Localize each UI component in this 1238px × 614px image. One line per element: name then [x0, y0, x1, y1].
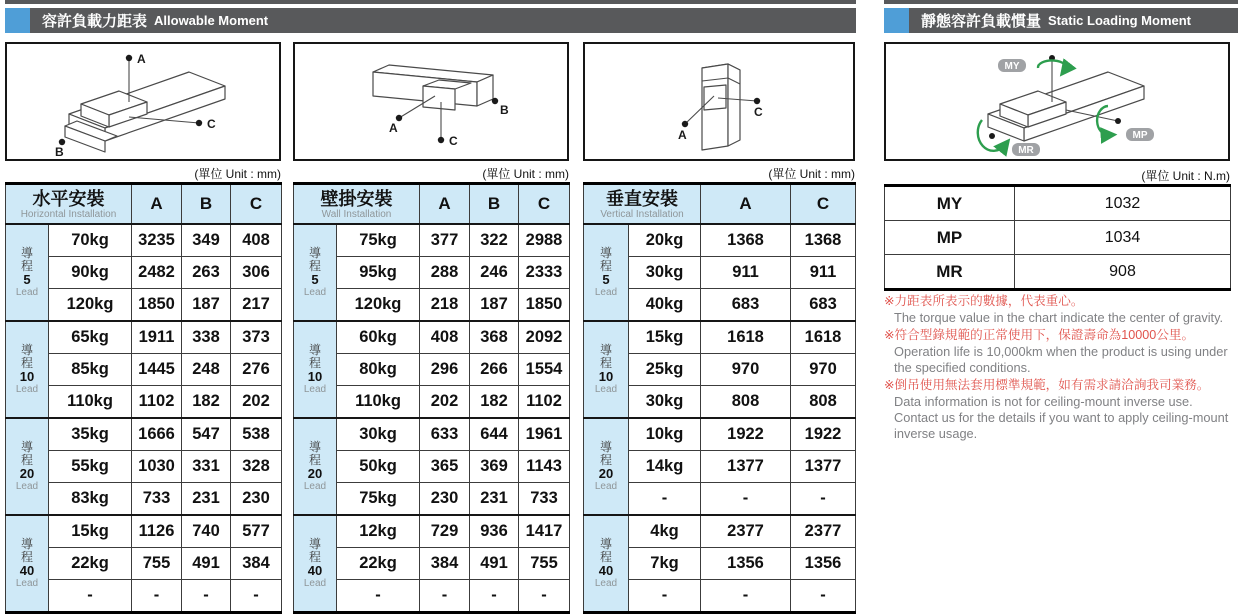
lead-zh-char: 導 — [308, 440, 321, 454]
lead-zh-char: 導 — [20, 440, 33, 454]
lead-en: Lead — [303, 384, 327, 395]
point-a-dot — [126, 55, 132, 61]
value-cell: - — [701, 580, 791, 613]
table-row — [294, 515, 570, 548]
moment-value: 908 — [1015, 255, 1231, 290]
table-row — [294, 321, 570, 354]
value-cell: 755 — [132, 548, 182, 580]
static-moment-drawing — [886, 44, 1228, 159]
table-row — [6, 224, 282, 257]
lead-en: Lead — [594, 384, 618, 395]
lead-number: 20 — [598, 466, 614, 481]
unit-label-mm-1: (單位 Unit : mm) — [194, 167, 281, 181]
value-cell: - — [182, 580, 231, 613]
value-cell: 217 — [231, 289, 282, 322]
lead-number: 40 — [307, 563, 323, 578]
lead-number: 5 — [23, 272, 31, 287]
value-cell: 373 — [231, 321, 282, 354]
mp-badge-label: MP — [1132, 130, 1148, 141]
mass-cell: - — [49, 580, 132, 613]
lead-number: 20 — [19, 466, 35, 481]
mass-cell: 75kg — [337, 483, 420, 516]
value-cell: 231 — [182, 483, 231, 516]
lead-cell — [6, 418, 49, 515]
value-cell: 1126 — [132, 515, 182, 548]
lead-en: Lead — [15, 384, 39, 395]
value-cell: 2988 — [519, 224, 570, 257]
table-row — [6, 515, 282, 548]
value-cell: 1922 — [701, 418, 791, 451]
table-vertical-installation — [583, 182, 855, 614]
value-cell: 288 — [420, 257, 470, 289]
table-static-loading-moment — [884, 184, 1230, 291]
lead-en: Lead — [594, 287, 618, 298]
value-cell: 1368 — [791, 224, 856, 257]
value-cell: 491 — [470, 548, 519, 580]
mass-cell: 95kg — [337, 257, 420, 289]
value-cell: 1030 — [132, 451, 182, 483]
column-header: B — [182, 184, 231, 225]
value-cell: 808 — [701, 386, 791, 419]
value-cell: 246 — [470, 257, 519, 289]
value-cell: 369 — [470, 451, 519, 483]
value-cell: 1143 — [519, 451, 570, 483]
moment-table — [293, 182, 570, 614]
value-cell: - — [519, 580, 570, 613]
value-cell: 230 — [420, 483, 470, 516]
lead-cell — [294, 515, 337, 613]
value-cell: 1850 — [519, 289, 570, 322]
value-cell: 1554 — [519, 354, 570, 386]
point-a-label: A — [678, 128, 687, 142]
table-title-zh: 垂直安裝 — [606, 188, 678, 209]
table-wall-installation — [293, 182, 569, 614]
value-cell: 633 — [420, 418, 470, 451]
mass-cell: 15kg — [629, 321, 701, 354]
point-b-label: B — [55, 145, 64, 159]
lead-number: 40 — [598, 563, 614, 578]
mass-cell: - — [337, 580, 420, 613]
lead-zh-char: 導 — [599, 440, 612, 454]
value-cell: - — [231, 580, 282, 613]
mass-cell: 22kg — [49, 548, 132, 580]
lead-zh-char: 程 — [308, 259, 321, 273]
lead-cell — [294, 418, 337, 515]
mass-cell: 75kg — [337, 224, 420, 257]
lead-zh-char: 程 — [599, 550, 612, 564]
value-cell: 2092 — [519, 321, 570, 354]
value-cell: 1618 — [701, 321, 791, 354]
value-cell: 230 — [231, 483, 282, 516]
mass-cell: 30kg — [629, 386, 701, 419]
mass-cell: 85kg — [49, 354, 132, 386]
value-cell: 231 — [470, 483, 519, 516]
moment-value: 1032 — [1015, 186, 1231, 221]
point-c-dot — [438, 137, 444, 143]
mass-cell: 35kg — [49, 418, 132, 451]
value-cell: 538 — [231, 418, 282, 451]
mass-cell: - — [629, 580, 701, 613]
lead-number: 10 — [19, 369, 35, 384]
value-cell: - — [470, 580, 519, 613]
mass-cell: - — [629, 483, 701, 516]
value-cell: 306 — [231, 257, 282, 289]
lead-number: 20 — [307, 466, 323, 481]
point-c-dot — [196, 120, 202, 126]
value-cell: 911 — [791, 257, 856, 289]
point-a-label: A — [389, 121, 398, 135]
mass-cell: 70kg — [49, 224, 132, 257]
lead-number: 5 — [311, 272, 319, 287]
mass-cell: 22kg — [337, 548, 420, 580]
mr-axis-dot — [989, 133, 995, 139]
point-a-dot — [682, 121, 688, 127]
table-title-en: Horizontal Installation — [20, 208, 117, 220]
mr-badge-label: MR — [1018, 145, 1034, 156]
value-cell: 218 — [420, 289, 470, 322]
section-title-en: Static Loading Moment — [1048, 13, 1192, 28]
notes-block — [884, 292, 1236, 442]
value-cell: - — [791, 580, 856, 613]
table-row — [584, 515, 856, 548]
section-header-allowable-moment — [5, 8, 856, 33]
section-header-bar — [30, 8, 856, 33]
mass-cell: 83kg — [49, 483, 132, 516]
unit-label-mm-2: (單位 Unit : mm) — [482, 167, 569, 181]
mass-cell: 4kg — [629, 515, 701, 548]
column-header: C — [519, 184, 570, 225]
diagram-static-loading-moment — [884, 42, 1230, 161]
value-cell: 644 — [470, 418, 519, 451]
value-cell: 331 — [182, 451, 231, 483]
value-cell: 1356 — [791, 548, 856, 580]
value-cell: 377 — [420, 224, 470, 257]
value-cell: 911 — [701, 257, 791, 289]
value-cell: 2377 — [701, 515, 791, 548]
mass-cell: 14kg — [629, 451, 701, 483]
value-cell: 729 — [420, 515, 470, 548]
table-row — [885, 221, 1231, 255]
point-b-label: B — [500, 103, 509, 117]
value-cell: 1445 — [132, 354, 182, 386]
lead-cell — [294, 321, 337, 418]
my-badge-label: MY — [1004, 61, 1020, 72]
value-cell: - — [791, 483, 856, 516]
lead-zh-char: 導 — [308, 537, 321, 551]
lead-en: Lead — [15, 578, 39, 589]
column-header: A — [132, 184, 182, 225]
lead-zh-char: 導 — [599, 537, 612, 551]
value-cell: 187 — [182, 289, 231, 322]
wall-installation-drawing — [295, 44, 567, 159]
value-cell: 263 — [182, 257, 231, 289]
moment-key: MP — [885, 221, 1015, 255]
lead-zh-char: 程 — [20, 356, 33, 370]
point-a-label: A — [137, 52, 146, 66]
lead-en: Lead — [594, 578, 618, 589]
top-rule-left — [5, 0, 856, 4]
lead-cell — [584, 224, 629, 321]
mass-cell: 40kg — [629, 289, 701, 322]
lead-zh-char: 程 — [599, 356, 612, 370]
lead-zh-char: 導 — [20, 343, 33, 357]
section-header-bar — [909, 8, 1238, 33]
mass-cell: 120kg — [49, 289, 132, 322]
point-c-label: C — [754, 105, 763, 119]
column-header: A — [420, 184, 470, 225]
top-rule-right — [884, 0, 1238, 4]
table-row — [294, 418, 570, 451]
value-cell: 2333 — [519, 257, 570, 289]
mass-cell: 60kg — [337, 321, 420, 354]
note-zh: ※符合型錄規範的正常使用下，保證壽命為10000公里。 — [884, 328, 1195, 342]
point-c-dot — [754, 98, 760, 104]
column-header: B — [470, 184, 519, 225]
column-header: C — [791, 184, 856, 225]
lead-number: 10 — [307, 369, 323, 384]
mass-cell: 20kg — [629, 224, 701, 257]
lead-zh-char: 程 — [599, 259, 612, 273]
value-cell: - — [132, 580, 182, 613]
value-cell: 683 — [791, 289, 856, 322]
column-header: A — [701, 184, 791, 225]
value-cell: 740 — [182, 515, 231, 548]
mass-cell: 90kg — [49, 257, 132, 289]
lead-number: 40 — [19, 563, 35, 578]
table-title-en: Wall Installation — [321, 208, 392, 220]
value-cell: 547 — [182, 418, 231, 451]
mass-cell: 80kg — [337, 354, 420, 386]
section-title-zh: 容許負載力距表 — [42, 13, 148, 30]
value-cell: 1102 — [519, 386, 570, 419]
value-cell: 808 — [791, 386, 856, 419]
value-cell: - — [701, 483, 791, 516]
moment-key: MR — [885, 255, 1015, 290]
value-cell: 1666 — [132, 418, 182, 451]
value-cell: 755 — [519, 548, 570, 580]
lead-cell — [584, 515, 629, 613]
value-cell: 1961 — [519, 418, 570, 451]
moment-table — [5, 182, 282, 614]
lead-cell — [584, 418, 629, 515]
moment-value: 1034 — [1015, 221, 1231, 255]
section-title-zh: 靜態容許負載慣量 — [921, 13, 1042, 30]
lead-zh-char: 導 — [308, 246, 321, 260]
lead-cell — [584, 321, 629, 418]
point-c-label: C — [449, 134, 458, 148]
mass-cell: 10kg — [629, 418, 701, 451]
table-row — [6, 418, 282, 451]
diagram-horizontal-installation — [5, 42, 281, 161]
column-header: C — [231, 184, 282, 225]
value-cell: 683 — [701, 289, 791, 322]
lead-zh-char: 程 — [308, 550, 321, 564]
value-cell: 408 — [420, 321, 470, 354]
lead-zh-char: 導 — [308, 343, 321, 357]
value-cell: 384 — [231, 548, 282, 580]
value-cell: 733 — [519, 483, 570, 516]
value-cell: 970 — [791, 354, 856, 386]
diagram-wall-installation — [293, 42, 569, 161]
value-cell: 936 — [470, 515, 519, 548]
lead-en: Lead — [303, 287, 327, 298]
value-cell: 1377 — [791, 451, 856, 483]
table-title-cell — [584, 184, 701, 225]
lead-zh-char: 程 — [20, 550, 33, 564]
value-cell: 276 — [231, 354, 282, 386]
value-cell: 296 — [420, 354, 470, 386]
lead-zh-char: 導 — [20, 246, 33, 260]
lead-zh-char: 程 — [599, 453, 612, 467]
point-c-label: C — [207, 117, 216, 131]
lead-zh-char: 程 — [308, 356, 321, 370]
mass-cell: 15kg — [49, 515, 132, 548]
value-cell: 368 — [470, 321, 519, 354]
value-cell: 577 — [231, 515, 282, 548]
value-cell: 1618 — [791, 321, 856, 354]
lead-cell — [6, 321, 49, 418]
value-cell: 1911 — [132, 321, 182, 354]
note-zh: ※倒吊使用無法套用標準規範，如有需求請洽詢我司業務。 — [884, 378, 1210, 392]
value-cell: 491 — [182, 548, 231, 580]
table-title-en: Vertical Installation — [600, 208, 684, 220]
mass-cell: 65kg — [49, 321, 132, 354]
value-cell: 1377 — [701, 451, 791, 483]
lead-zh-char: 導 — [599, 246, 612, 260]
accent-square — [884, 8, 909, 33]
value-cell: 266 — [470, 354, 519, 386]
mass-cell: 12kg — [337, 515, 420, 548]
value-cell: 408 — [231, 224, 282, 257]
lead-zh-char: 程 — [20, 259, 33, 273]
unit-label-nm: (單位 Unit : N.m) — [1141, 169, 1230, 183]
value-cell: 384 — [420, 548, 470, 580]
table-row — [294, 224, 570, 257]
value-cell: 1368 — [701, 224, 791, 257]
point-b-dot — [492, 98, 498, 104]
moment-table — [583, 182, 856, 614]
table-header-row — [584, 184, 856, 225]
value-cell: 187 — [470, 289, 519, 322]
value-cell: 182 — [182, 386, 231, 419]
section-header-static-loading — [884, 8, 1238, 33]
unit-label-mm-3: (單位 Unit : mm) — [768, 167, 855, 181]
value-cell: 1850 — [132, 289, 182, 322]
value-cell: 349 — [182, 224, 231, 257]
mass-cell: 55kg — [49, 451, 132, 483]
table-row — [885, 255, 1231, 290]
value-cell: 2482 — [132, 257, 182, 289]
value-cell: 182 — [470, 386, 519, 419]
table-horizontal-installation — [5, 182, 281, 614]
accent-square — [5, 8, 30, 33]
vertical-installation-drawing — [585, 44, 853, 159]
diagram-vertical-installation — [583, 42, 855, 161]
note-en: Operation life is 10,000km when the product is using under the specified conditions. — [894, 344, 1228, 375]
lead-cell — [6, 224, 49, 321]
table-row — [885, 186, 1231, 221]
mass-cell: 120kg — [337, 289, 420, 322]
value-cell: 1922 — [791, 418, 856, 451]
value-cell: 2377 — [791, 515, 856, 548]
lead-zh-char: 導 — [20, 537, 33, 551]
value-cell: 248 — [182, 354, 231, 386]
table-header-row — [6, 184, 282, 225]
table-title-cell — [6, 184, 132, 225]
mass-cell: 25kg — [629, 354, 701, 386]
value-cell: 338 — [182, 321, 231, 354]
lead-en: Lead — [303, 578, 327, 589]
note-en: The torque value in the chart indicate the center of gravity. — [894, 310, 1224, 325]
value-cell: 202 — [231, 386, 282, 419]
lead-zh-char: 程 — [308, 453, 321, 467]
value-cell: 328 — [231, 451, 282, 483]
lead-cell — [294, 224, 337, 321]
value-cell: 1356 — [701, 548, 791, 580]
lead-zh-char: 導 — [599, 343, 612, 357]
lead-en: Lead — [15, 481, 39, 492]
lead-en: Lead — [594, 481, 618, 492]
mass-cell: 110kg — [337, 386, 420, 419]
table-row — [584, 418, 856, 451]
mass-cell: 30kg — [629, 257, 701, 289]
mass-cell: 50kg — [337, 451, 420, 483]
table-row — [584, 224, 856, 257]
mass-cell: 110kg — [49, 386, 132, 419]
moment-key: MY — [885, 186, 1015, 221]
value-cell: 202 — [420, 386, 470, 419]
mass-cell: 7kg — [629, 548, 701, 580]
value-cell: 1102 — [132, 386, 182, 419]
horizontal-installation-drawing — [7, 44, 279, 159]
mp-axis-dot — [1115, 118, 1121, 124]
table-title-zh: 壁掛安裝 — [320, 188, 393, 209]
value-cell: 365 — [420, 451, 470, 483]
lead-number: 10 — [598, 369, 614, 384]
value-cell: 733 — [132, 483, 182, 516]
value-cell: 970 — [701, 354, 791, 386]
note-zh: ※力距表所表示的數據，代表重心。 — [884, 294, 1084, 308]
table-title-cell — [294, 184, 420, 225]
table-row — [584, 321, 856, 354]
section-title-en: Allowable Moment — [154, 13, 269, 28]
lead-en: Lead — [15, 287, 39, 298]
table-row — [6, 321, 282, 354]
lead-number: 5 — [602, 272, 610, 287]
value-cell: 322 — [470, 224, 519, 257]
lead-cell — [6, 515, 49, 613]
value-cell: - — [420, 580, 470, 613]
lead-en: Lead — [303, 481, 327, 492]
value-cell: 3235 — [132, 224, 182, 257]
lead-zh-char: 程 — [20, 453, 33, 467]
table-title-zh: 水平安裝 — [32, 188, 105, 209]
value-cell: 1417 — [519, 515, 570, 548]
table-header-row — [294, 184, 570, 225]
mass-cell: 30kg — [337, 418, 420, 451]
note-en: Data information is not for ceiling-mount inverse use. Contact us for the details if you want to apply ceiling-mount inverse usage. — [894, 394, 1229, 441]
